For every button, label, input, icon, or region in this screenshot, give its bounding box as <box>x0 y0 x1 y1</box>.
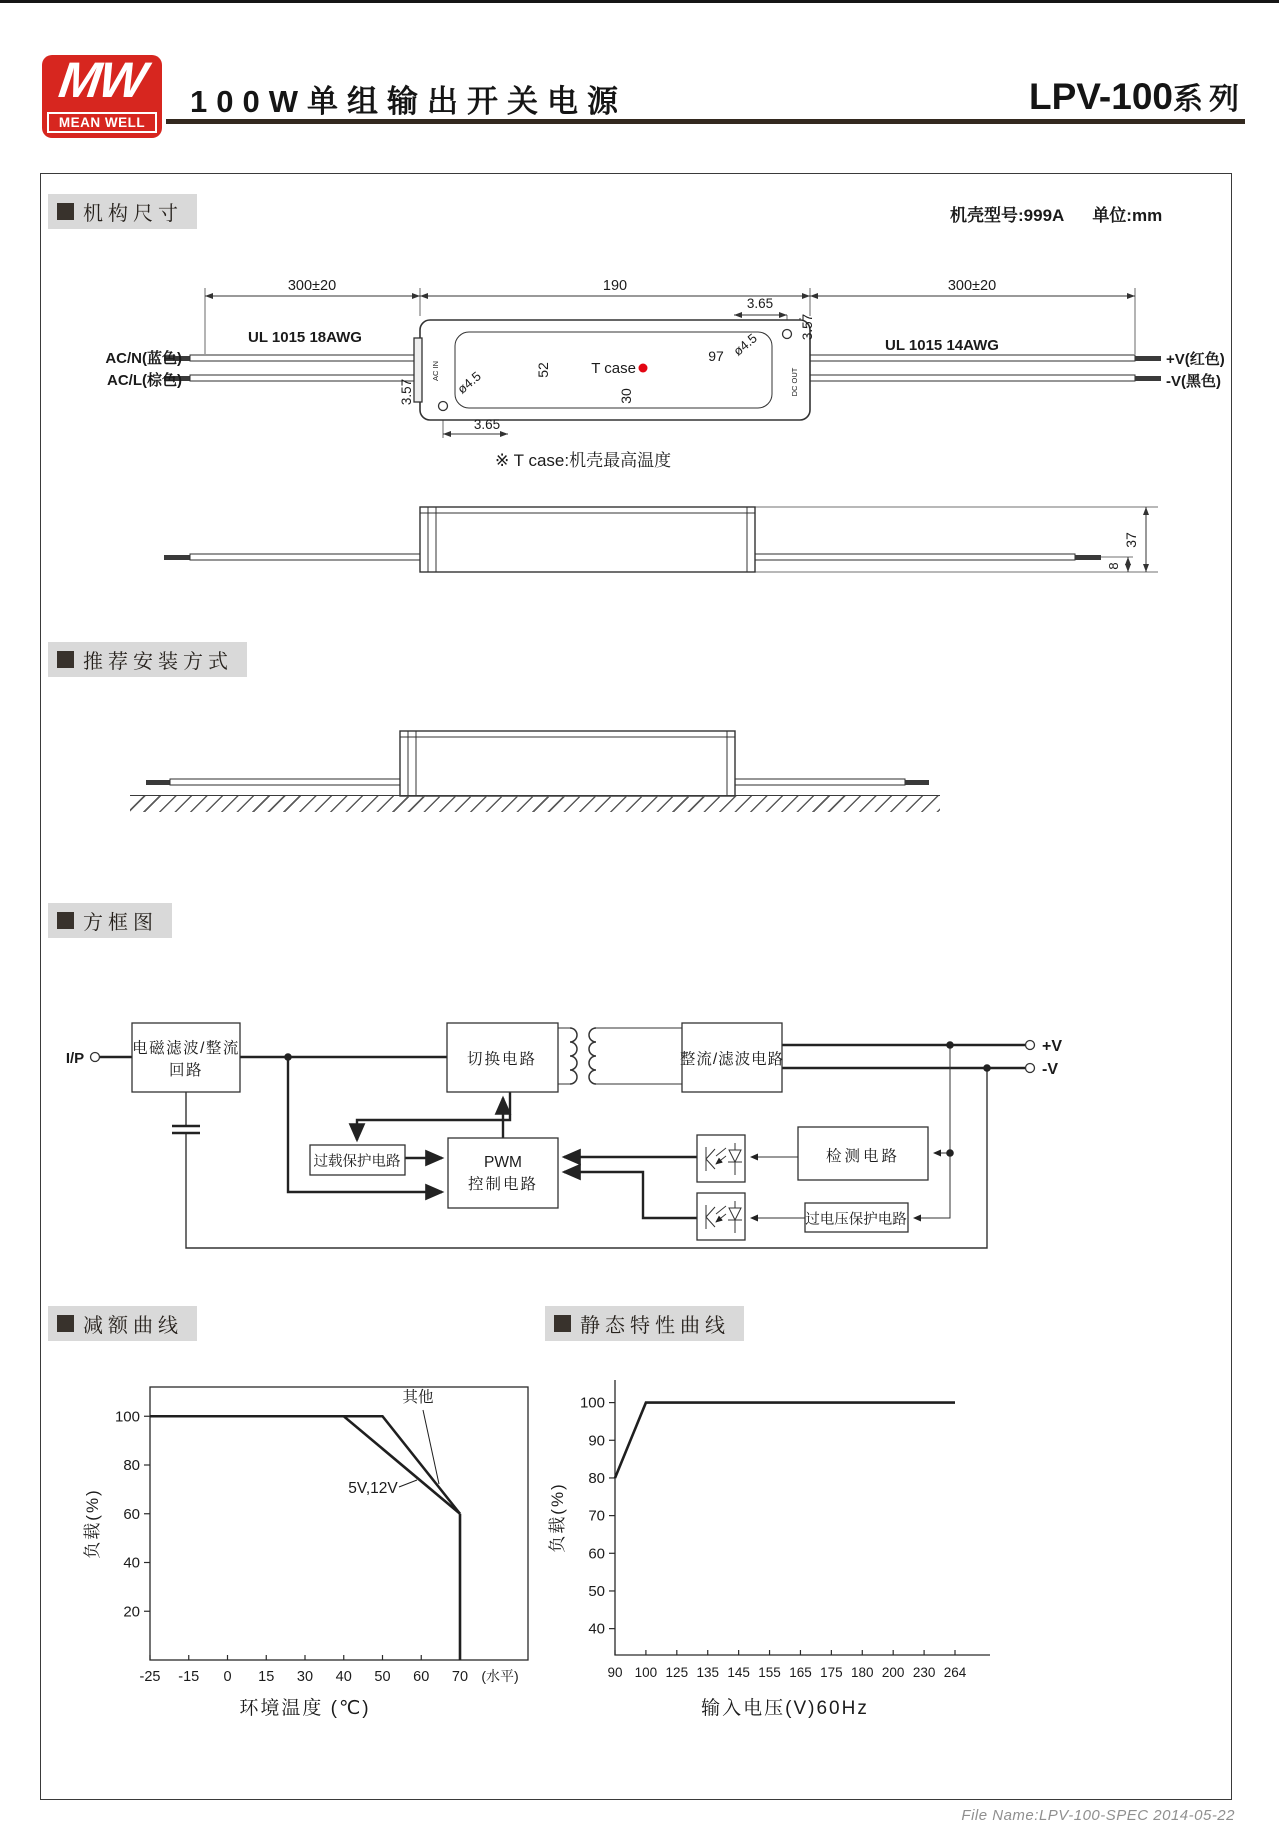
y-tick-label: 40 <box>123 1554 140 1572</box>
mechanical-drawing <box>40 230 1232 630</box>
x-tick-label: 100 <box>634 1665 658 1680</box>
label-ac-in: AC IN <box>431 360 440 382</box>
x-tick-label: 155 <box>758 1665 781 1680</box>
capacitor-icon <box>172 1126 200 1133</box>
section-mount-text: 推荐安装方式 <box>83 651 233 673</box>
y-tick-label: 50 <box>588 1582 605 1600</box>
block-ovp: 过电压保护电路 <box>805 1212 907 1228</box>
x-tick-label: 175 <box>820 1665 843 1680</box>
section-block-label <box>48 903 172 938</box>
x-tick-label: 50 <box>374 1669 391 1685</box>
series-title <box>1029 74 1245 118</box>
page-title: 100W单组输出开关电源 <box>190 84 627 119</box>
charts-area <box>40 1340 1232 1740</box>
chart-1 <box>548 1380 990 1719</box>
x-tick-label: 200 <box>881 1665 905 1680</box>
section-block-text: 方框图 <box>83 912 158 934</box>
x-tick-label: 165 <box>789 1665 812 1680</box>
dim-365-tr: 3.65 <box>746 296 774 311</box>
section-mech-text: 机构尺寸 <box>83 203 183 225</box>
dim-8: 8 <box>1106 562 1121 570</box>
square-bullet-icon <box>57 203 74 220</box>
x-tick-suffix: (水平) <box>481 1668 519 1684</box>
x-tick-label: 15 <box>258 1669 275 1685</box>
block-detect: 检测电路 <box>825 1148 901 1165</box>
block-vminus: -V <box>1042 1061 1058 1078</box>
plot-axes <box>615 1380 990 1655</box>
tcase-note: ※ T case:机壳最高温度 <box>495 451 672 470</box>
label-awg-in: UL 1015 18AWG <box>248 329 362 346</box>
mounting-drawing <box>40 690 1232 840</box>
annotation-leader <box>423 1410 439 1484</box>
label-acn: AC/N(蓝色) <box>105 350 182 367</box>
y-tick-label: 20 <box>123 1603 140 1621</box>
series-name: LPV-100 <box>1029 76 1173 117</box>
square-bullet-icon <box>57 912 74 929</box>
x-tick-label: 135 <box>696 1665 719 1680</box>
square-bullet-icon <box>57 651 74 668</box>
x-tick-label: 40 <box>335 1669 352 1685</box>
block-diagram <box>40 980 1232 1280</box>
dim-357-bl: 3.57 <box>399 378 414 406</box>
series-suffix: 系列 <box>1173 83 1245 116</box>
square-bullet-icon <box>57 1315 74 1332</box>
section-mech-label <box>48 194 197 229</box>
square-bullet-icon <box>554 1315 571 1332</box>
block-ip: I/P <box>65 1050 85 1067</box>
logo-mw-text: MW <box>55 52 149 108</box>
y-tick-label: 90 <box>588 1432 605 1450</box>
case-info <box>950 201 1162 226</box>
x-tick-label: -15 <box>178 1669 200 1685</box>
dim-hole-tr: ø4.5 <box>730 330 760 359</box>
section-derating-text: 减额曲线 <box>83 1315 183 1337</box>
case-side-view <box>164 507 1101 572</box>
series-负载 <box>615 1403 955 1478</box>
x-axis-label: 环境温度 (℃) <box>239 1698 371 1719</box>
y-tick-label: 60 <box>588 1545 605 1563</box>
y-axis-label: 负载(%) <box>83 1488 102 1559</box>
x-tick-label: 0 <box>223 1669 232 1685</box>
section-derating-label <box>48 1306 197 1341</box>
dim-30: 30 <box>618 388 634 404</box>
plot-box <box>150 1387 528 1660</box>
x-tick-label: 230 <box>912 1665 936 1680</box>
y-tick-label: 70 <box>588 1507 605 1525</box>
label-dc-out: DC OUT <box>790 367 799 397</box>
output-wires <box>810 355 1161 381</box>
dim-wire-right: 300±20 <box>947 278 997 294</box>
dim-case-length: 190 <box>602 278 628 294</box>
optocoupler-icon <box>697 1135 745 1182</box>
section-mount-label <box>48 642 247 677</box>
dim-97: 97 <box>708 348 724 364</box>
mean-well-logo <box>42 52 162 138</box>
input-wires <box>164 355 420 381</box>
block-switch: 切换电路 <box>466 1051 538 1068</box>
annotation-leader <box>399 1480 417 1487</box>
dim-wire-left: 300±20 <box>287 278 337 294</box>
mount-case <box>400 731 735 796</box>
page-top-edge <box>0 0 1279 3</box>
logo-brand-text: MEAN WELL <box>47 112 157 133</box>
block-vplus: +V <box>1042 1038 1063 1055</box>
series-5V,12V <box>150 1416 460 1514</box>
x-tick-label: 60 <box>413 1669 430 1685</box>
dim-52: 52 <box>535 362 551 378</box>
case-model: 机壳型号:999A <box>950 206 1065 225</box>
x-tick-label: 30 <box>296 1669 314 1685</box>
chart-0 <box>83 1387 528 1719</box>
label-awg-out: UL 1015 14AWG <box>885 337 999 354</box>
x-tick-label: 264 <box>943 1665 967 1680</box>
label-tcase: T case <box>591 360 636 377</box>
dim-hole-bl: ø4.5 <box>454 368 484 397</box>
ground-hatch <box>130 795 940 812</box>
y-tick-label: 40 <box>588 1620 605 1638</box>
dim-37: 37 <box>1123 532 1139 548</box>
x-tick-label: -25 <box>139 1669 161 1685</box>
x-tick-label: 125 <box>665 1665 689 1680</box>
x-tick-label: 70 <box>451 1669 469 1685</box>
label-acl: AC/L(棕色) <box>107 372 182 389</box>
y-tick-label: 100 <box>114 1408 140 1426</box>
unit-info: 单位:mm <box>1092 206 1163 225</box>
y-tick-label: 60 <box>123 1505 140 1523</box>
block-emi-line2: 回路 <box>168 1062 204 1079</box>
file-info: File Name:LPV-100-SPEC 2014-05-22 <box>961 1807 1235 1824</box>
y-axis-label: 负载(%) <box>548 1482 567 1553</box>
annotation-label: 其他 <box>402 1389 434 1406</box>
tcase-point <box>639 364 648 373</box>
block-emi-line1: 电磁滤波/整流 <box>132 1040 240 1057</box>
block-pwm-line2: 控制电路 <box>467 1176 539 1193</box>
header-rule <box>166 119 1245 124</box>
x-tick-label: 90 <box>607 1665 623 1680</box>
y-tick-label: 80 <box>588 1469 605 1487</box>
section-static-text: 静态特性曲线 <box>580 1315 730 1337</box>
block-pwm-line1: PWM <box>484 1154 522 1171</box>
transformer-icon <box>558 1028 682 1084</box>
series-其他 <box>150 1416 460 1514</box>
dim-357-tr: 3.57 <box>800 313 815 341</box>
x-tick-label: 180 <box>851 1665 874 1680</box>
optocoupler-icon <box>697 1193 745 1240</box>
label-vplus: +V(红色) <box>1166 351 1225 368</box>
label-vminus: -V(黑色) <box>1166 373 1221 390</box>
annotation-label: 5V,12V <box>348 1480 398 1497</box>
block-rectifier: 整流/滤波电路 <box>679 1051 785 1068</box>
x-tick-label: 145 <box>727 1665 750 1680</box>
x-axis-label: 输入电压(V)60Hz <box>701 1698 869 1719</box>
dim-365-bl: 3.65 <box>473 417 501 432</box>
block-overload: 过载保护电路 <box>313 1154 401 1170</box>
y-tick-label: 100 <box>579 1394 605 1412</box>
section-static-label <box>545 1306 744 1341</box>
y-tick-label: 80 <box>123 1457 140 1474</box>
